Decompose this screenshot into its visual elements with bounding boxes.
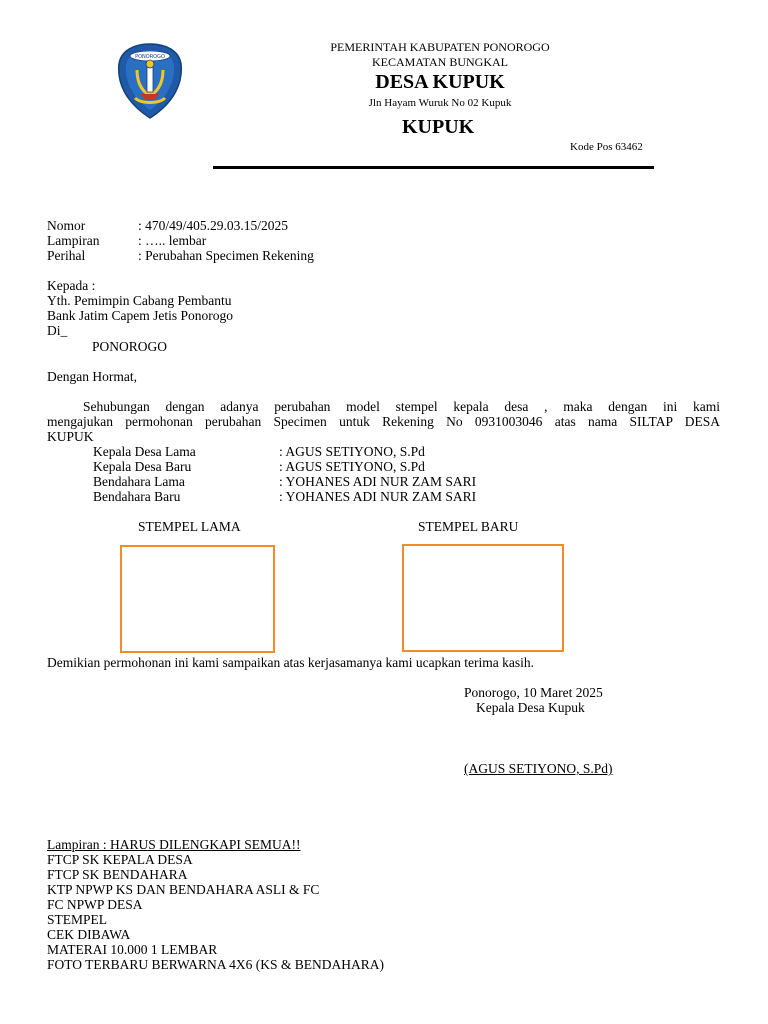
paragraph-line-3: KUPUK — [47, 429, 94, 444]
closing-sentence: Demikian permohonan ini kami sampaikan atas kerjasamanya kami ucapkan terima kasih. — [47, 655, 534, 670]
stamp-new-label: STEMPEL BARU — [418, 519, 519, 534]
nomor-label: Nomor — [47, 218, 86, 233]
body-paragraph — [47, 399, 720, 444]
village-name: DESA KUPUK — [375, 71, 505, 93]
di-label: Di_ — [47, 323, 68, 338]
data-row-bendahara-lama — [93, 474, 476, 489]
lampiran-label: Lampiran — [47, 233, 100, 248]
nomor-row — [47, 218, 288, 233]
attachment-item: STEMPEL — [47, 912, 108, 927]
attachment-item: FOTO TERBARU BERWARNA 4X6 (KS & BENDAHARA) — [47, 957, 385, 972]
data-row-bendahara-baru — [93, 489, 476, 504]
data-row-label: Kepala Desa Baru — [93, 459, 192, 474]
nomor-value: : 470/49/405.29.03.15/2025 — [138, 218, 289, 233]
data-row-label: Kepala Desa Lama — [93, 444, 196, 459]
data-row-value: : AGUS SETIYONO, S.Pd — [279, 459, 425, 474]
signer-title: Kepala Desa Kupuk — [476, 700, 585, 715]
kepada-label: Kepada : — [47, 278, 96, 293]
paragraph-line-2 — [47, 414, 720, 429]
paragraph-line-1-text: Sehubungan dengan adanya perubahan model stempel kepala desa , maka dengan ini kami — [83, 399, 720, 414]
district-name: KECAMATAN BUNGKAL — [371, 55, 509, 69]
attachment-item: MATERAI 10.000 1 LEMBAR — [47, 942, 218, 957]
attachment-item: FTCP SK BENDAHARA — [47, 867, 188, 882]
village-address: Jln Hayam Wuruk No 02 Kupuk — [368, 97, 512, 109]
lampiran-row — [47, 233, 206, 248]
recipient-line-2: Bank Jatim Capem Jetis Ponorogo — [47, 308, 233, 323]
data-row-label: Bendahara Lama — [93, 474, 185, 489]
letter-date: Ponorogo, 10 Maret 2025 — [464, 685, 603, 700]
stamp-old-box — [120, 545, 275, 653]
data-row-kepala-lama — [93, 444, 425, 459]
data-row-value: : YOHANES ADI NUR ZAM SARI — [279, 474, 477, 489]
attachments-title: Lampiran : HARUS DILENGKAPI SEMUA!! — [47, 837, 301, 852]
attachment-item: FC NPWP DESA — [47, 897, 143, 912]
logo-banner-text: PONOROGO — [135, 54, 165, 60]
postal-code: Kode Pos 63462 — [570, 141, 643, 153]
recipient-city: PONOROGO — [92, 339, 168, 354]
perihal-value: : Perubahan Specimen Rekening — [138, 248, 314, 263]
attachment-item: KTP NPWP KS DAN BENDAHARA ASLI & FC — [47, 882, 320, 897]
stamp-new-box — [402, 544, 564, 652]
greeting: Dengan Hormat, — [47, 369, 137, 384]
paragraph-line-1 — [47, 399, 720, 414]
data-row-value: : YOHANES ADI NUR ZAM SARI — [279, 489, 477, 504]
data-row-kepala-baru — [93, 459, 425, 474]
government-name: PEMERINTAH KABUPATEN PONOROGO — [330, 40, 550, 54]
perihal-label: Perihal — [47, 248, 86, 263]
attachment-item: CEK DIBAWA — [47, 927, 131, 942]
lampiran-value: : ….. lembar — [138, 233, 207, 248]
letterhead-divider — [213, 166, 654, 169]
signer-name: (AGUS SETIYONO, S.Pd) — [464, 761, 613, 776]
paragraph-line-2-text: mengajukan permohonan perubahan Specimen untuk Rekening No 0931003046 atas nama SILTAP DESA — [47, 414, 720, 429]
perihal-row — [47, 248, 314, 263]
village-emblem-logo — [115, 42, 185, 120]
stamp-old-label: STEMPEL LAMA — [138, 519, 241, 534]
town-name: KUPUK — [402, 116, 475, 138]
attachment-item: FTCP SK KEPALA DESA — [47, 852, 193, 867]
data-row-label: Bendahara Baru — [93, 489, 181, 504]
data-row-value: : AGUS SETIYONO, S.Pd — [279, 444, 425, 459]
recipient-line-1: Yth. Pemimpin Cabang Pembantu — [47, 293, 232, 308]
